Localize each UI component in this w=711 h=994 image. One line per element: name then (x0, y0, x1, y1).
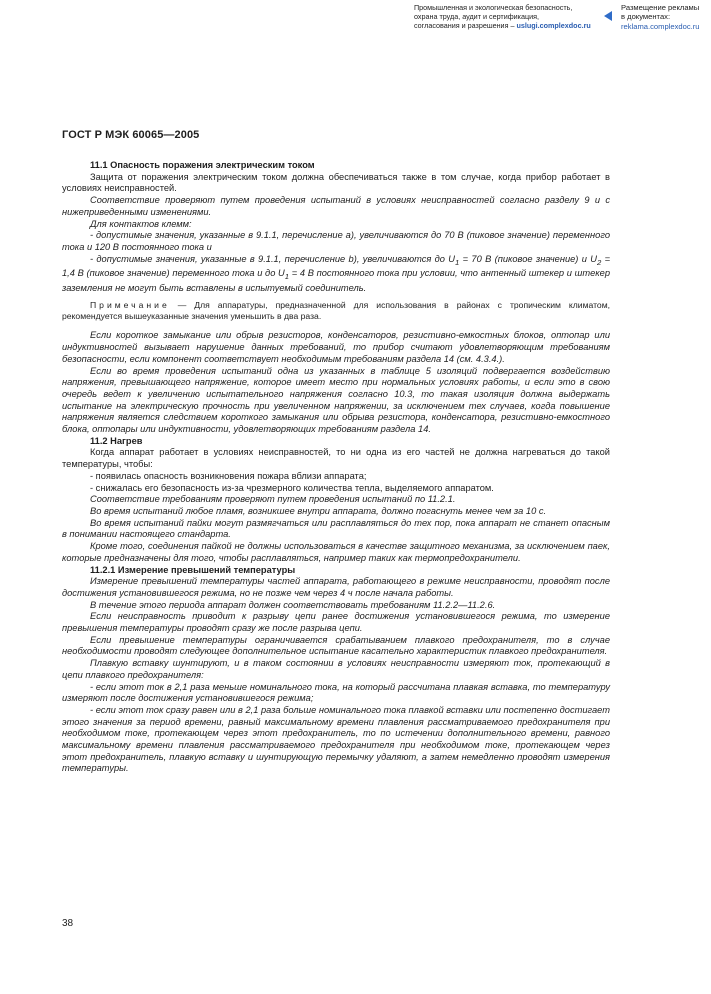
standard-designation: ГОСТ Р МЭК 60065—2005 (62, 129, 200, 141)
banner-right-line1: Размещение рекламы (621, 3, 700, 12)
list-item: - если этот ток сразу равен или в 2,1 раза больше номинального тока плавкой вставки или постепенно достигает этого значения за период времени, равный максимальному времени плавления рассматриваемого предохранителя при необходимом токе, протекающем через этот предохранитель, то по истечении дополнительного времени, равного максимальному времени плавления рассматриваемого предохранителя при необходимом токе, протекающем через этот предохранитель, плавкую вставку и шунтирующую перемычку удаляют, а затем немедленно проводят измерения температуры. (62, 704, 610, 774)
page-number: 38 (62, 918, 74, 929)
note-label: Примечание (90, 300, 170, 311)
paragraph: Для контактов клемм: (90, 218, 192, 229)
paragraph: Если короткое замыкание или обрыв резисторов, конденсаторов, резистивно-емкостных блоков, оптопар или индуктивностей вызывает нарушение данных требований, то прибор считают удовлетворяющим требованиям безопасности, если компонент соответствует необходимым требованиям раздела 14 (см. 4.3.4.). (62, 330, 610, 364)
paragraph-voltages: - допустимые значения, указанные в 9.1.1, перечисление b), увеличиваются до $U_1 = 70$ В (пиковое значение) и $U_2 = 1,4$ В (пиковое значение) переменного тока и до $U_1 = 4$ В постоянного тока при условии, что антенный штекер и штекер заземления не могут быть вставлены в испытуемый соединитель. (62, 253, 611, 293)
banner-right-line2: в документах: (621, 12, 671, 22)
paragraph: Плавкую вставку шунтируют, и в таком состоянии в условиях неисправности измеряют ток, протекающий в цепи плавкого предохранителя: (62, 658, 610, 680)
banner-services-text (414, 3, 600, 31)
advert-link[interactable]: reklama.complexdoc.ru (621, 21, 700, 31)
banner-left-line3: согласования и разрешения – uslugi.complexdoc.ru (414, 21, 591, 31)
paragraph: Если превышение температуры ограничивается срабатыванием плавкого предохранителя, то в случае необходимости проводят следующее дополнительное испытание касательно характеристик плавкого предохранителя. (62, 634, 610, 657)
paragraph: Когда аппарат работает в условиях неисправностей, то ни одна из его частей не должна нагреваться до такой температуры, чтобы: (62, 447, 610, 470)
list-item: - если этот ток в 2,1 раза меньше номинального тока, на который рассчитана плавкая вставка, то температуру измеряют после достижения установившегося режима; (62, 681, 610, 704)
services-link[interactable]: uslugi.complexdoc.ru (516, 21, 591, 31)
section-title-11-2: 11.2 Нагрев (90, 435, 143, 446)
paragraph: В течение этого периода аппарат должен соответствовать требованиям 11.2.2—11.2.6. (90, 599, 496, 610)
triangle-left-icon (604, 11, 612, 21)
paragraph: Кроме того, соединения пайкой не должны использоваться в качестве защитного механизма, за исключением паек, которые предназначены для того, чтобы расплавляться, например таких как термопредохранители. (62, 541, 610, 563)
paragraph: Соответствие проверяют путем проведения испытаний в условиях неисправностей согласно разделу 9 и с нижеприведенными изменениями. (62, 195, 610, 217)
paragraph: Во время испытаний пайки могут размягчаться или расплавляться до тех пор, пока аппарат не станет опасным в понимании настоящего стандарта. (62, 517, 610, 540)
section-title-11-2-1: 11.2.1 Измерение превышений температуры (90, 564, 296, 575)
banner-advert-text (621, 3, 711, 31)
note-text: — Для аппаратуры, предназначенной для использования в районах с тропическим климатом, рекомендуется вышеуказанные значения уменьшить в два раза. (62, 300, 610, 322)
paragraph: Защита от поражения электрическим током должна обеспечиваться также в том случае, когда прибор работает в условиях неисправностей. (62, 171, 610, 194)
paragraph: Во время испытаний любое пламя, возникшее внутри аппарата, должно погаснуть менее чем за 10 с. (90, 506, 547, 516)
section-title-11-1: 11.1 Опасность поражения электрическим током (90, 160, 315, 170)
banner-left-line1: Промышленная и экологическая безопасность, (414, 3, 573, 12)
list-item: - появилась опасность возникновения пожара вблизи аппарата; (90, 470, 367, 481)
document-body (62, 160, 610, 775)
paragraph: Соответствие требованиям проверяют путем проведения испытаний по 11.2.1. (90, 494, 456, 505)
top-banner (0, 3, 711, 39)
banner-left-line2: охрана труда, аудит и сертификация, (414, 12, 539, 22)
paragraph: Если во время проведения испытаний одна из указанных в таблице 5 изоляций подвергается воздействию напряжения, превышающего напряжение, которое имеет место при нормальных условиях работы, и если это в свою очередь ведет к увеличению испытательного напряжения согласно 10.3, то такая изоляция должна выдержать испытание на электрическую прочность при увеличенном напряжении, за исключением тех случаев, когда повышение напряжения является следствием короткого замыкания или обрыва резистора, конденсатора, резистивно-емкостного блока, оптопары или индуктивности, удовлетворяющих требованиям раздела 14. (62, 365, 610, 435)
note (62, 300, 610, 322)
paragraph: Если неисправность приводит к разрыву цепи ранее достижения установившегося режима, то измерение превышения температуры проводят сразу же после разрыва цепи. (62, 611, 610, 634)
paragraph: - допустимые значения, указанные в 9.1.1, перечисление a), увеличиваются до 70 В (пиковое значение) переменного тока и 120 В постоянного тока и (62, 230, 610, 252)
list-item: - снижалась его безопасность из-за чрезмерного количества тепла, выделяемого аппаратом. (90, 482, 494, 493)
paragraph: Измерение превышений температуры частей аппарата, работающего в режиме неисправности, проводят после достижения установившегося режима, но не позже чем через 4 ч после начала работы. (62, 576, 610, 598)
